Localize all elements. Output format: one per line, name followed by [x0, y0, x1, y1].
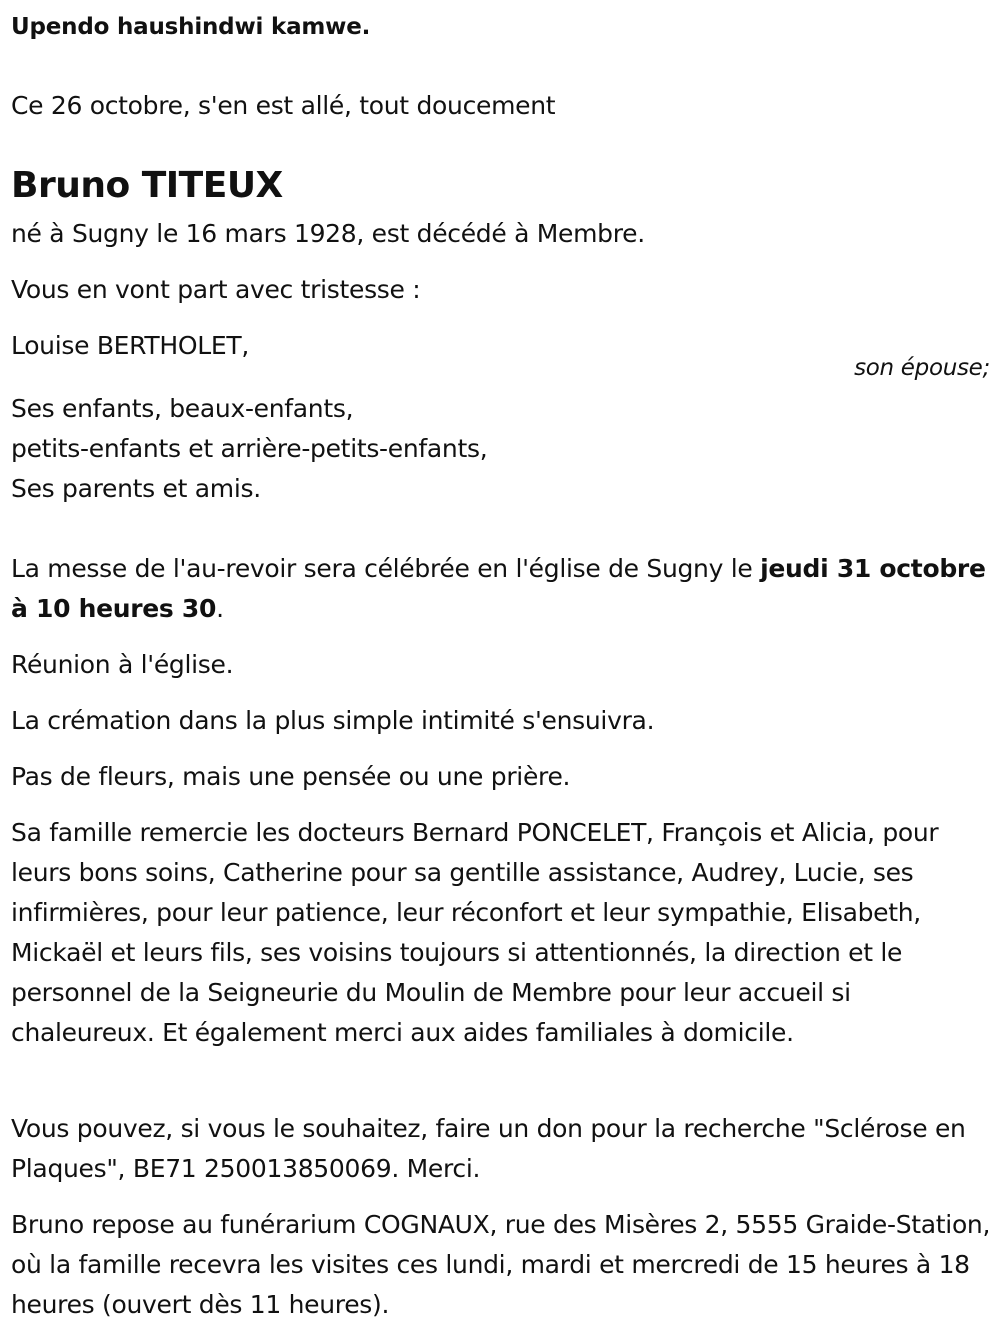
birth-death-text: né à Sugny le 16 mars 1928, est décédé à Membre.	[11, 219, 645, 248]
spouse-name: Louise BERTHOLET,	[11, 331, 250, 360]
announcers-intro: Vous en vont part avec tristesse :	[11, 275, 421, 304]
mass-text-after: .	[216, 594, 224, 623]
intro-text: Ce 26 octobre, s'en est allé, tout doucement	[11, 91, 556, 120]
family-line: Ses enfants, beaux-enfants,	[11, 394, 354, 423]
family-line: petits-enfants et arrière-petits-enfants,	[11, 434, 488, 463]
thanks-paragraph: Sa famille remercie les docteurs Bernard PONCELET, François et Alicia, pour leurs bons soins, Catherine pour sa gentille assistance, Audrey, Lucie, ses infirmières, pour leur patience, leur réconfort et leur sympathie, Elisabeth, Mickaël et leurs fils, ses voisins toujours si attentionnés, la direction et le personnel de la Seigneurie du Moulin de Membre pour leur accueil si chaleureux. Et également merci aux aides familiales à domicile.	[11, 818, 939, 1047]
mass-announcement	[11, 549, 996, 629]
donation-paragraph: Vous pouvez, si vous le souhaitez, faire un don pour la recherche "Sclérose en Plaques", BE71 250013850069. Merci.	[11, 1114, 966, 1183]
funeral-home-paragraph: Bruno repose au funérarium COGNAUX, rue des Misères 2, 5555 Graide-Station, où la famille recevra les visites ces lundi, mardi et mercredi de 15 heures à 18 heures (ouvert dès 11 heures).	[11, 1210, 991, 1319]
mass-text-before: La messe de l'au-revoir sera célébrée en l'église de Sugny le	[11, 554, 761, 583]
epigraph: Upendo haushindwi kamwe.	[11, 14, 371, 40]
spouse-role: son épouse;	[854, 355, 990, 381]
cremation-text: La crémation dans la plus simple intimité s'ensuivra.	[11, 706, 655, 735]
deceased-name: Bruno TITEUX	[11, 165, 283, 206]
family-line: Ses parents et amis.	[11, 474, 261, 503]
flowers-text: Pas de fleurs, mais une pensée ou une prière.	[11, 762, 571, 791]
mass-date-time: jeudi 31 octobre à 10 heures 30	[11, 554, 986, 623]
reunion-text: Réunion à l'église.	[11, 650, 234, 679]
